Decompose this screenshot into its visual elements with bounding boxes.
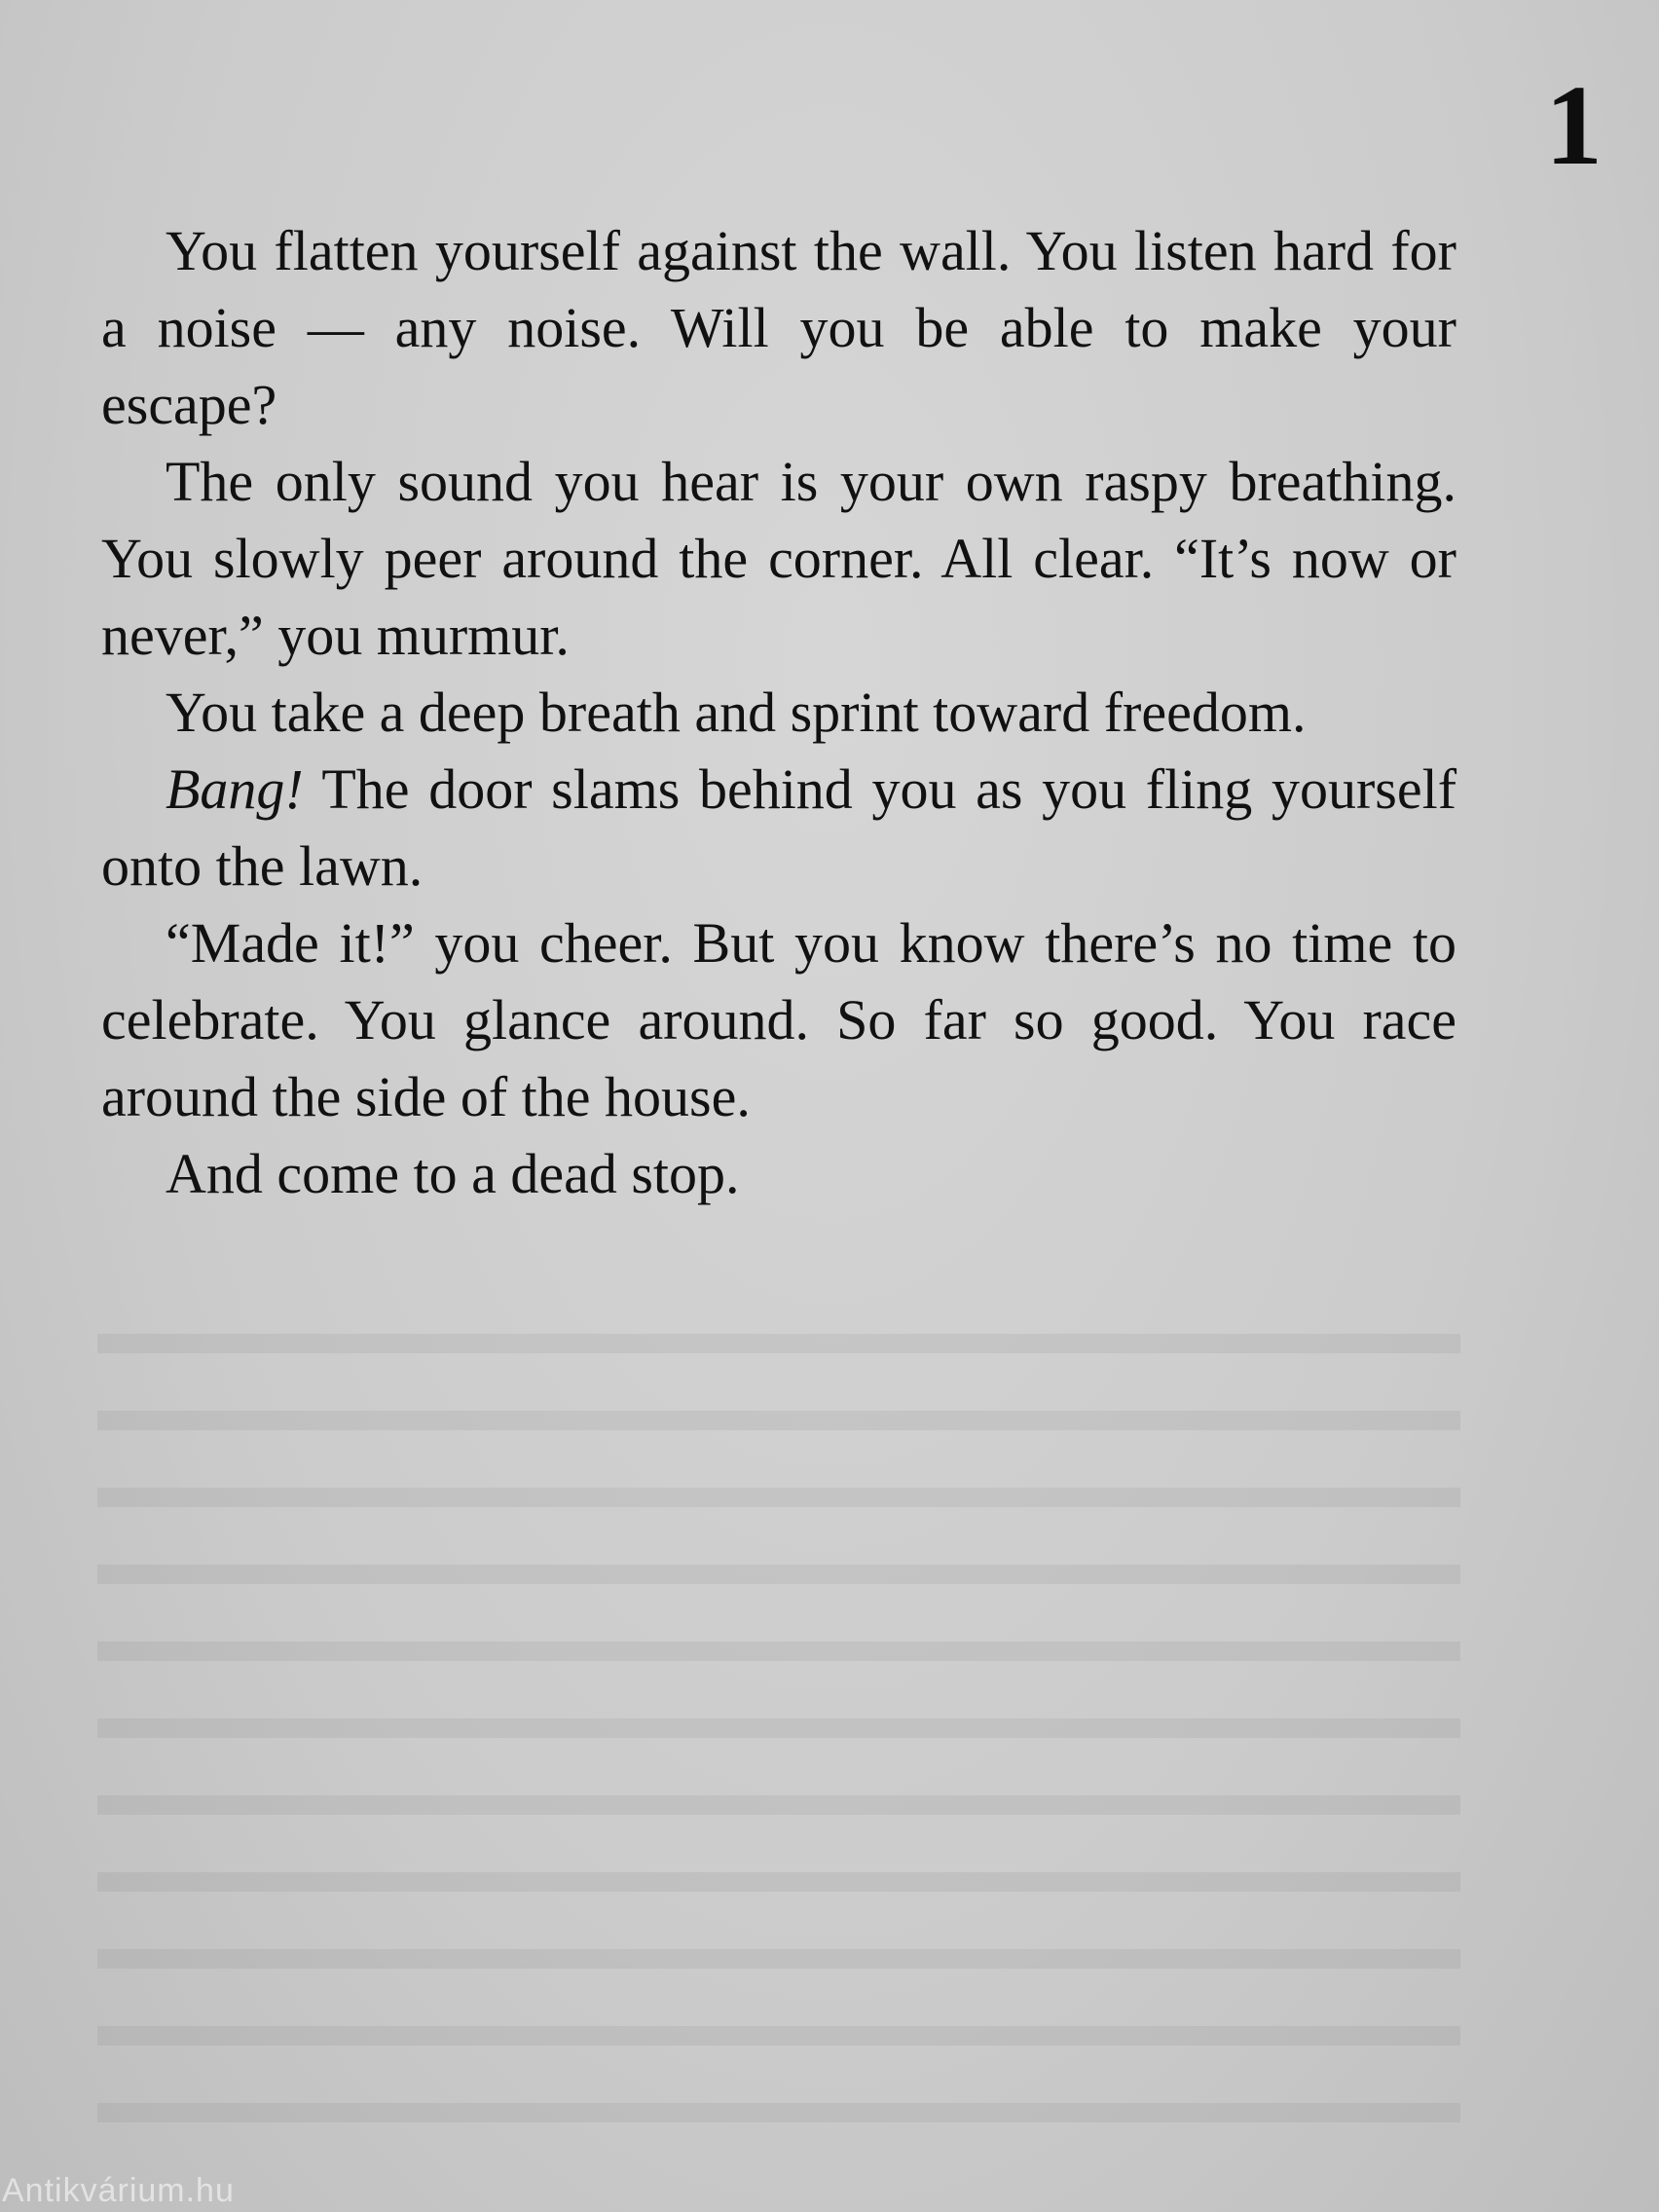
watermark: Antikvárium.hu [2, 2172, 235, 2209]
paragraph-1: You flatten yourself against the wall. You listen hard for a noise — any noise. Will you be able to make your escape? [101, 219, 1456, 436]
paragraph-3: You take a deep breath and sprint toward freedom. [166, 681, 1307, 744]
paragraph-4 [101, 751, 1456, 904]
paragraph-5: “Made it!” you cheer. But you know there’s no time to celebrate. You glance around. So far so good. You race around the side of the house. [101, 911, 1456, 1128]
paragraph-2: The only sound you hear is your own raspy breathing. You slowly peer around the corner. All clear. “It’s now or never,” you murmur. [101, 450, 1456, 667]
emphasis-bang: Bang! [166, 757, 304, 821]
paragraph-4-text: The door slams behind you as you fling yourself onto the lawn. [101, 757, 1457, 898]
paragraph-6: And come to a dead stop. [166, 1142, 740, 1205]
show-through-texture [97, 1285, 1460, 2161]
chapter-number: 1 [1545, 61, 1603, 189]
body-text [101, 212, 1456, 1212]
